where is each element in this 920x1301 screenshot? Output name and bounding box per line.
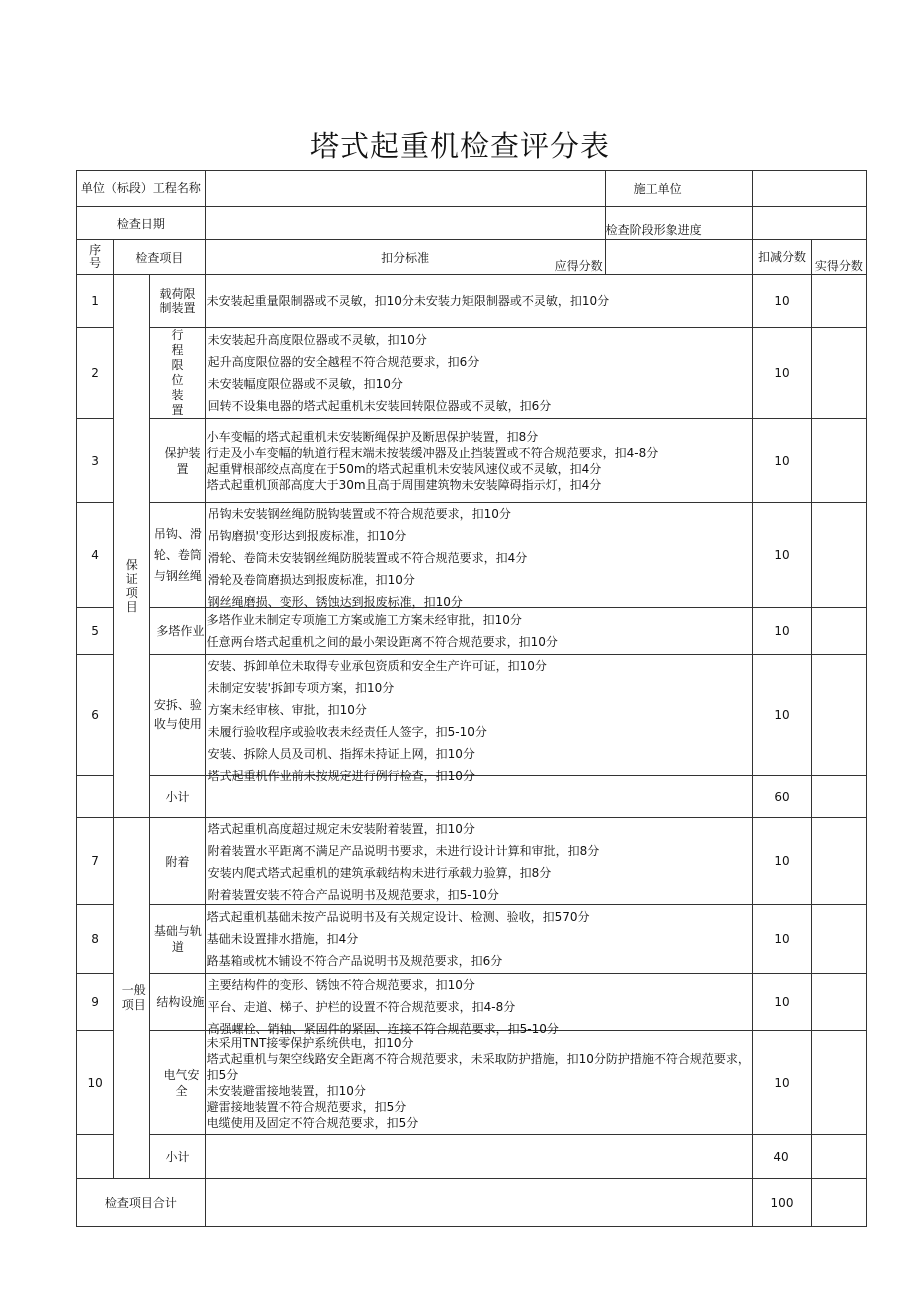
row-no: 4 [77, 503, 114, 608]
row-score: 10 [753, 905, 811, 974]
criteria-line: 方案未经审核、审批，扣10分 [207, 703, 367, 717]
criteria-line: 未安装起升高度限位器或不灵敏，扣10分 [207, 333, 427, 347]
row-deduct-field[interactable] [811, 1031, 866, 1135]
row-no: 10 [77, 1031, 114, 1135]
table-row [77, 655, 867, 776]
criteria-line: 塔式起重机顶部高度大于30m且高于周围建筑物未安装障碍指示灯，扣4分 [206, 477, 602, 492]
criteria-line: 滑轮、卷筒未安装钢丝绳防脱装置或不符合规范要求，扣4分 [207, 551, 528, 565]
row-item-label: 吊钩、滑轮、卷筒与钢丝绳 [153, 526, 202, 583]
total-row [77, 1179, 867, 1227]
date-value-field[interactable] [205, 207, 605, 240]
row-criteria [205, 818, 753, 905]
criteria-line: 塔式起重机作业前未按规定进行例行检查，扣10分 [207, 769, 475, 783]
criteria-line: 塔式起重机高度超过规定未安装附着装置，扣10分 [207, 822, 475, 836]
col-max-header [554, 240, 753, 275]
row-item-label: 载荷限制装置 [159, 286, 196, 315]
criteria-line: 吊钩磨损'变形达到报废标准，扣10分 [207, 529, 407, 543]
subtotal-score: 60 [753, 776, 811, 818]
col-actual-header: 实得分数 [811, 240, 866, 275]
row-no: 1 [77, 275, 114, 328]
table-row [77, 275, 867, 328]
construction-unit-label: 施工单位 [605, 171, 753, 207]
col-criteria-header: 扣分标准 [205, 240, 605, 275]
criteria-line: 小车变幅的塔式起重机未安装断绳保护及断思保护装置，扣8分 [206, 429, 539, 444]
criteria-line: 未安装避雷接地装置，扣10分 [206, 1083, 366, 1098]
row-deduct-field[interactable] [811, 275, 866, 328]
table-row [77, 503, 867, 608]
col-no-header [77, 240, 114, 275]
row-item [150, 1031, 205, 1135]
row-criteria [205, 1031, 753, 1135]
row-score: 10 [753, 1031, 811, 1135]
row-deduct-field[interactable] [811, 818, 866, 905]
table-row [77, 974, 867, 1031]
subtotal-label: 小计 [150, 776, 205, 818]
subtotal-row [77, 1135, 867, 1179]
criteria-line: 附着装置水平距离不满足产品说明书要求，未进行设计计算和审批，扣8分 [207, 844, 600, 858]
total-criteria [205, 1179, 753, 1227]
row-item [150, 275, 205, 328]
col-max-label: 应得分数 [554, 259, 603, 273]
score-table [76, 170, 867, 1227]
criteria-line: 滑轮及卷筒磨损达到报废标准，扣10分 [207, 573, 415, 587]
row-no: 2 [77, 328, 114, 419]
row-score: 10 [753, 328, 811, 419]
row-criteria [205, 275, 753, 328]
criteria-line: 主要结构件的变形、锈蚀不符合规范要求，扣10分 [207, 978, 475, 992]
row-item [150, 905, 205, 974]
row-no: 5 [77, 608, 114, 655]
table-row [77, 608, 867, 655]
group-guarantee-label: 保证项目 [125, 557, 138, 614]
unit-label: 单位（标段）工程名称 [77, 171, 206, 207]
row-item [150, 974, 205, 1031]
col-deduct-header: 扣减分数 [753, 240, 811, 275]
row-no: 3 [77, 419, 114, 503]
col-item-header: 检查项目 [114, 240, 205, 275]
unit-value-field[interactable] [205, 171, 605, 207]
criteria-line: 安装、拆除人员及司机、指挥未持证上网，扣10分 [207, 747, 475, 761]
criteria-line: 电缆使用及固定不符合规范要求，扣5分 [206, 1115, 419, 1130]
row-no: 8 [77, 905, 114, 974]
row-item-label: 保护装置 [164, 445, 201, 476]
progress-label: 检查阶段形象进度 [605, 207, 753, 240]
row-item [150, 328, 205, 419]
row-criteria [205, 608, 753, 655]
row-score: 10 [753, 974, 811, 1031]
page-title: 塔式起重机检查评分表 [309, 129, 610, 163]
criteria-line: 起重臂根部绞点高度在于50m的塔式起重机未安装风速仪或不灵敏，扣4分 [206, 461, 602, 476]
criteria-line: 路基箱或枕木铺设不符合产品说明书及规范要求，扣6分 [206, 954, 503, 968]
total-deduct-field[interactable] [811, 1179, 866, 1227]
row-score: 10 [753, 655, 811, 776]
row-item: 附着 [150, 818, 205, 905]
criteria-line: 安装内爬式塔式起重机的建筑承载结构未进行承载力验算，扣8分 [207, 866, 552, 880]
criteria-line: 附着装置安装不符合产品说明书及规范要求，扣5-10分 [207, 888, 499, 902]
criteria-line: 未采用TNT接零保护系统供电，扣10分 [206, 1035, 414, 1050]
row-criteria [205, 655, 753, 783]
total-label: 检查项目合计 [77, 1179, 206, 1227]
table-row [77, 905, 867, 974]
row-score: 10 [753, 608, 811, 655]
row-criteria [205, 905, 753, 974]
table-row [77, 419, 867, 503]
subtotal-no [77, 776, 114, 818]
construction-unit-value-field[interactable] [753, 171, 867, 207]
criteria-line: 钢丝绳磨损、变形、锈蚀达到报废标准，扣10分 [207, 595, 463, 609]
row-no: 7 [77, 818, 114, 905]
criteria-line: 多塔作业未制定专项施工方案或施工方案未经审批，扣10分 [206, 613, 522, 627]
row-item-label: 基础与轨道 [153, 924, 202, 954]
group-general [114, 818, 150, 1179]
row-score: 10 [753, 818, 811, 905]
criteria-line: 任意两台塔式起重机之间的最小架设距离不符合规范要求，扣10分 [206, 635, 558, 649]
row-criteria [205, 503, 753, 608]
row-deduct-field[interactable] [811, 905, 866, 974]
row-score: 10 [753, 503, 811, 608]
criteria-line: 塔式起重机与架空线路安全距离不符合规范要求，未采取防护措施，扣10分防护措施不符合规范要求，扣5分 [206, 1051, 750, 1082]
row-deduct-field[interactable] [811, 419, 866, 503]
row-deduct-field[interactable] [811, 655, 866, 776]
row-score: 10 [753, 275, 811, 328]
row-criteria [205, 328, 753, 419]
progress-value-field[interactable] [753, 207, 867, 240]
table-row [77, 1031, 867, 1135]
table-row [77, 328, 867, 419]
criteria-line: 高强螺栓、销轴、紧固件的紧固、连接不符合规范要求，扣5-10分 [207, 1022, 559, 1036]
criteria-line: 避雷接地装置不符合规范要求，扣5分 [206, 1099, 407, 1114]
row-item-label: 安拆、验收与使用 [153, 698, 202, 731]
row-item [150, 655, 205, 776]
row-item [150, 608, 205, 655]
date-label: 检查日期 [77, 207, 206, 240]
row-no: 6 [77, 655, 114, 776]
criteria-line: 起升高度限位器的安全越程不符合规范要求，扣6分 [207, 355, 480, 369]
subtotal-no [77, 1135, 114, 1179]
row-item [150, 419, 205, 503]
criteria-line: 行走及小车变幅的轨道行程末端未按装缓冲器及止挡装置或不符合规范要求，扣4-8分 [206, 445, 659, 460]
group-guarantee [114, 275, 150, 818]
subtotal-score: 40 [753, 1135, 811, 1179]
group-general-label: 一般项目 [121, 983, 146, 1012]
total-score: 100 [753, 1179, 811, 1227]
row-item-label: 结构设施 [156, 995, 205, 1009]
subtotal-criteria [205, 1135, 753, 1179]
row-no: 9 [77, 974, 114, 1031]
criteria-line: 基础未设置排水措施，扣4分 [206, 932, 359, 946]
row-item-label: 多塔作业 [156, 624, 205, 638]
row-score: 10 [753, 419, 811, 503]
criteria-line: 安装、拆卸单位未取得专业承包资质和安全生产许可证，扣10分 [207, 659, 547, 673]
criteria-line: 塔式起重机基础未按产品说明书及有关规定设计、检测、验收，扣570分 [206, 910, 590, 924]
col-no-label: 序号 [89, 243, 102, 270]
subtotal-label: 小计 [150, 1135, 205, 1179]
subtotal-deduct-field[interactable] [811, 1135, 866, 1179]
criteria-line: 未安装幅度限位器或不灵敏，扣10分 [207, 377, 403, 391]
table-row [77, 818, 867, 905]
criteria-line: 未履行验收程序或验收表未经责任人签字，扣5-10分 [207, 725, 487, 739]
row-item-label: 电气安全 [163, 1067, 200, 1098]
criteria-line: 平台、走道、梯子、护栏的设置不符合规范要求，扣4-8分 [207, 1000, 516, 1014]
row-criteria [205, 419, 753, 503]
row-deduct-field[interactable] [811, 503, 866, 608]
subtotal-deduct-field[interactable] [811, 776, 866, 818]
row-criteria [205, 974, 753, 1036]
row-item [150, 503, 205, 608]
row-deduct-field[interactable] [811, 974, 866, 1031]
row-item-label: 行程限位装置 [171, 328, 184, 417]
criteria-line: 吊钩未安装钢丝绳防脱钩装置或不符合规范要求，扣10分 [207, 507, 511, 521]
row-deduct-field[interactable] [811, 608, 866, 655]
row-deduct-field[interactable] [811, 328, 866, 419]
criteria-line: 未制定安装'拆卸专项方案，扣10分 [207, 681, 395, 695]
criteria-line: 未安装起重量限制器或不灵敏，扣10分未安装力矩限制器或不灵敏，扣10分 [206, 294, 610, 308]
criteria-line: 回转不设集电器的塔式起重机未安装回转限位器或不灵敏，扣6分 [207, 399, 552, 413]
